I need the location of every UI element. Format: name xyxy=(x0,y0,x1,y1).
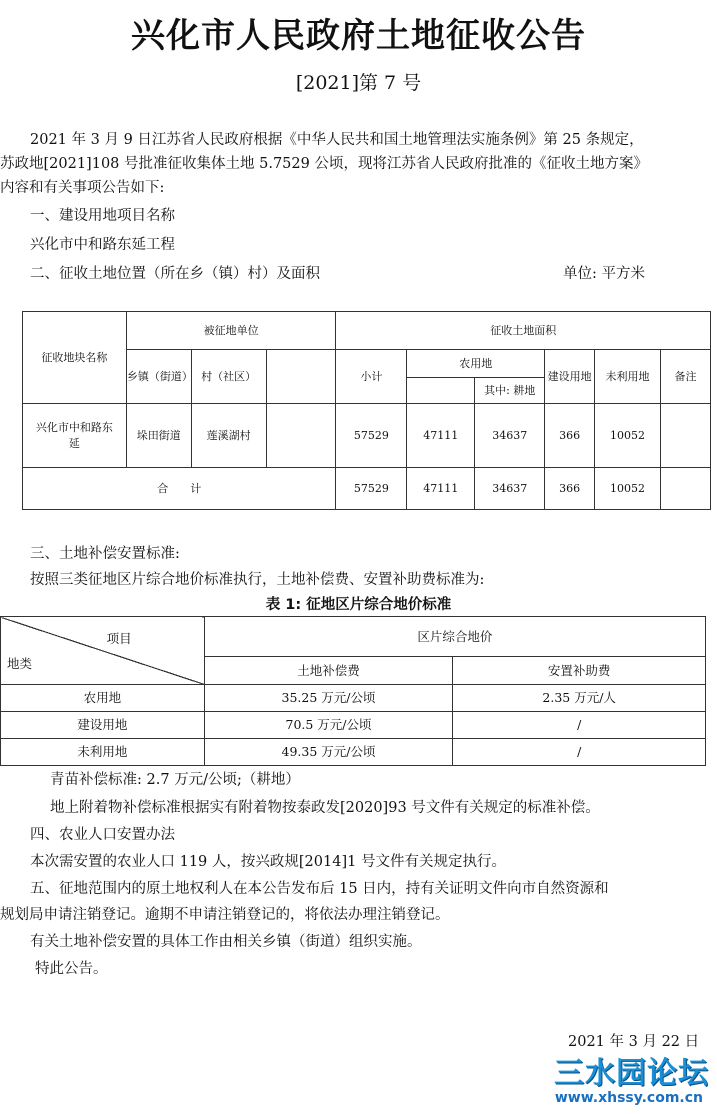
cell-build: 366 xyxy=(545,404,595,468)
header-price: 区片综合地价 xyxy=(204,617,705,657)
issue-date: 2021 年 3 月 22 日 xyxy=(568,1034,700,1050)
cell-unused: 10052 xyxy=(595,404,661,468)
header-area: 征收土地面积 xyxy=(336,312,711,350)
attachment-compensation: 地上附着物补偿标准根据实有附着物按泰政发[2020]93 号文件有关规定的标准补偿。 xyxy=(50,800,600,816)
header-unit: 被征地单位 xyxy=(126,312,336,350)
header-item: 项目 xyxy=(106,631,132,646)
cell-blank xyxy=(266,404,336,468)
section5-line-1: 五、征地范围内的原土地权利人在本公告发布后 15 日内，持有关证明文件向市自然资源和 xyxy=(30,881,609,897)
price-standard-table xyxy=(0,616,706,766)
header-subtotal: 小计 xyxy=(336,350,407,404)
cell-note xyxy=(661,404,711,468)
header-parcel: 征收地块名称 xyxy=(23,312,127,404)
cell-subtotal: 57529 xyxy=(336,404,407,468)
section4-text: 本次需安置的农业人口 119 人，按兴政规[2014]1 号文件有关规定执行。 xyxy=(30,854,506,870)
section1-text: 兴化市中和路东延工程 xyxy=(30,237,175,253)
table2-caption: 表 1: 征地区片综合地价标准 xyxy=(265,597,452,613)
header-note: 备注 xyxy=(661,350,711,404)
row-type: 农用地 xyxy=(1,685,205,712)
forum-watermark-logo: 三水园论坛 xyxy=(554,1056,709,1091)
closing-line-1: 有关土地补偿安置的具体工作由相关乡镇（街道）组织实施。 xyxy=(30,934,422,950)
total-note xyxy=(661,468,711,510)
header-town: 乡镇（街道） xyxy=(126,350,191,404)
row-comp: 70.5 万元/公顷 xyxy=(204,712,453,739)
header-unused: 未利用地 xyxy=(595,350,661,404)
section5-line-2: 规划局申请注销登记。逾期不申请注销登记的，将依法办理注销登记。 xyxy=(0,907,450,923)
header-landtype: 地类 xyxy=(7,656,33,671)
section1-heading: 一、建设用地项目名称 xyxy=(30,208,175,224)
row-type: 建设用地 xyxy=(1,712,205,739)
total-arable: 34637 xyxy=(475,468,545,510)
total-label: 合 计 xyxy=(23,468,336,510)
cell-farm: 47111 xyxy=(407,404,475,468)
cell-parcel: 兴化市中和路东延 xyxy=(23,404,127,468)
header-village: 村（社区） xyxy=(191,350,266,404)
total-farm: 47111 xyxy=(407,468,475,510)
document-number: [2021]第 7 号 xyxy=(295,72,422,94)
closing-line-2: 特此公告。 xyxy=(35,961,108,977)
total-subtotal: 57529 xyxy=(336,468,407,510)
land-area-table xyxy=(22,311,711,510)
header-farm: 农用地 xyxy=(407,350,545,378)
section4-heading: 四、农业人口安置办法 xyxy=(30,827,175,843)
section2-heading: 二、征收土地位置（所在乡（镇）村）及面积 xyxy=(30,266,320,282)
cell-town: 垛田街道 xyxy=(126,404,191,468)
forum-watermark-url: www.xhssy.com.cn xyxy=(554,1090,703,1106)
total-unused: 10052 xyxy=(595,468,661,510)
row-comp: 49.35 万元/公顷 xyxy=(204,739,453,766)
total-build: 366 xyxy=(545,468,595,510)
cell-arable: 34637 xyxy=(475,404,545,468)
crop-compensation: 青苗补偿标准: 2.7 万元/公顷;（耕地） xyxy=(50,772,300,788)
header-resettle: 安置补助费 xyxy=(453,657,706,685)
row-resettle: / xyxy=(453,739,706,766)
header-blank xyxy=(266,350,336,404)
header-farm-blank xyxy=(407,378,475,404)
row-comp: 35.25 万元/公顷 xyxy=(204,685,453,712)
unit-label: 单位: 平方米 xyxy=(563,266,645,282)
header-arable: 其中: 耕地 xyxy=(475,378,545,404)
row-type: 未利用地 xyxy=(1,739,205,766)
page-title: 兴化市人民政府土地征收公告 xyxy=(131,16,586,56)
row-resettle: 2.35 万元/人 xyxy=(453,685,706,712)
cell-village: 莲溪湖村 xyxy=(191,404,266,468)
section3-heading: 三、土地补偿安置标准: xyxy=(30,546,180,562)
header-build: 建设用地 xyxy=(545,350,595,404)
section3-text: 按照三类征地区片综合地价标准执行，土地补偿费、安置补助费标准为: xyxy=(30,572,485,588)
intro-line-1: 2021 年 3 月 9 日江苏省人民政府根据《中华人民共和国土地管理法实施条例》第 25 条规定， xyxy=(30,132,644,148)
row-resettle: / xyxy=(453,712,706,739)
intro-line-2: 苏政地[2021]108 号批准征收集体土地 5.7529 公顷，现将江苏省人民政府批准的《征收土地方案》 xyxy=(0,156,648,172)
intro-line-3: 内容和有关事项公告如下: xyxy=(0,180,165,196)
header-comp: 土地补偿费 xyxy=(204,657,453,685)
diagonal-header xyxy=(1,617,205,685)
